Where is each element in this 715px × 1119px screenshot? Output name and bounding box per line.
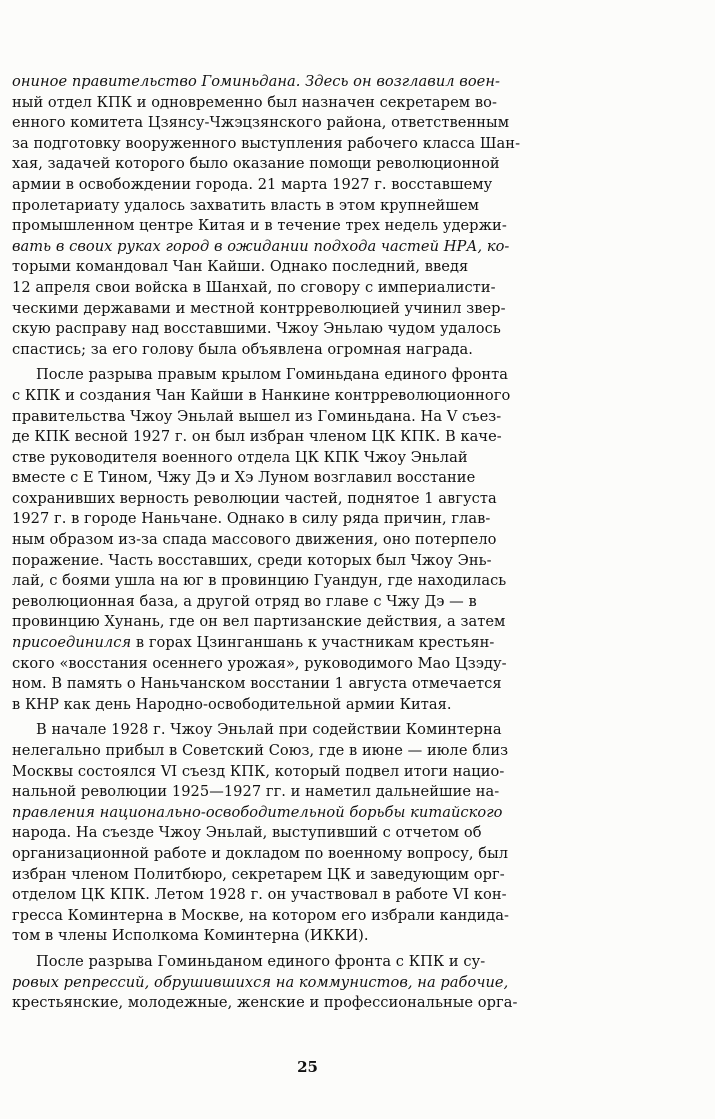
text-run: гресса Коминтерна в Москве, на котором его избрали кандида- <box>12 906 509 924</box>
text-line <box>12 175 618 196</box>
text-run: революционная база, а другой отряд во главе с Чжу Дэ — в <box>12 592 477 610</box>
text-line <box>12 695 618 716</box>
text-line <box>12 592 618 613</box>
text-run: После разрыва правым крылом Гоминьдана единого фронта <box>36 366 509 384</box>
text-line <box>12 823 618 844</box>
text-line <box>12 720 618 741</box>
page-number: 25 <box>297 1058 318 1076</box>
text-line <box>12 340 618 361</box>
text-line <box>12 551 618 572</box>
text-run: промышленном центре Китая и в течение трех недель удержи- <box>12 217 507 235</box>
italic-text-run: вать в своих руках город в ожидании подхода частей НРА, ко- <box>12 237 510 255</box>
text-run: народа. На съезде Чжоу Эньлай, выступивший с отчетом об <box>12 824 482 842</box>
text-line <box>12 468 618 489</box>
text-run: избран членом Политбюро, секретарем ЦК и заведующим орг- <box>12 865 505 883</box>
paragraph <box>12 365 618 715</box>
text-run: ным образом из-за спада массового движения, оно потерпело <box>12 531 497 549</box>
text-run: 12 апреля свои войска в Шанхай, по сговору с империалисти- <box>12 278 496 296</box>
text-run: лай, с боями ушла на юг в провинцию Гуандун, где находилась <box>12 572 507 590</box>
text-line <box>12 865 618 886</box>
paragraph <box>12 72 618 360</box>
text-line <box>12 427 618 448</box>
text-line <box>12 448 618 469</box>
text-line <box>12 257 618 278</box>
text-run: торыми командовал Чан Кайши. Однако последний, введя <box>12 258 469 276</box>
text-run: ческими державами и местной контрреволюцией учинил звер- <box>12 299 506 317</box>
text-run: ном. В память о Наньчанском восстании 1 августа отмечается <box>12 675 502 693</box>
text-line <box>12 113 618 134</box>
paragraph <box>12 952 618 1014</box>
text-run: с КПК и создания Чан Кайши в Нанкине контрреволюционного <box>12 386 511 404</box>
text-line <box>12 530 618 551</box>
text-run: В начале 1928 г. Чжоу Эньлай при содействии Коминтерна <box>36 721 502 739</box>
text-run: нелегально прибыл в Советский Союз, где в июне — июле близ <box>12 742 509 759</box>
text-line <box>12 489 618 510</box>
text-line <box>12 299 618 320</box>
text-run: енного комитета Цзянсу-Чжэцзянского района, ответственным <box>12 114 510 132</box>
text-line <box>12 803 618 824</box>
text-line <box>12 654 618 675</box>
italic-text-run: ровых репрессий, обрушившихся на коммунистов, на рабочие, <box>12 973 509 991</box>
text-line <box>12 365 618 386</box>
text-run: в КНР как день Народно-освободительной армии Китая. <box>12 695 452 713</box>
text-line <box>12 216 618 237</box>
text-line <box>12 741 618 762</box>
text-run: крестьянские, молодежные, женские и профессиональные орга- <box>12 994 518 1012</box>
text-line <box>12 319 618 340</box>
text-run: за подготовку вооруженного выступления рабочего класса Шан- <box>12 134 521 152</box>
italic-text-run: присоединился <box>12 634 132 652</box>
paragraph <box>12 720 618 947</box>
text-line <box>12 196 618 217</box>
text-run: в горах Цзинганшань к участникам крестьян- <box>131 634 495 652</box>
text-line <box>12 633 618 654</box>
text-run: нальной революции 1925—1927 гг. и наметил дальнейшие на- <box>12 783 500 801</box>
text-line <box>12 237 618 258</box>
body-text <box>12 72 618 1014</box>
text-run: правительства Чжоу Эньлай вышел из Гоминьдана. На V съез- <box>12 407 502 425</box>
text-run: После разрыва Гоминьданом единого фронта с КПК и су- <box>36 952 486 970</box>
text-line <box>12 952 618 973</box>
text-run: пролетариату удалось захватить власть в этом крупнейшем <box>12 196 480 214</box>
text-line <box>12 93 618 114</box>
text-line <box>12 407 618 428</box>
text-line <box>12 134 618 155</box>
text-run: сохранивших верность революции частей, поднятое 1 августа <box>12 489 497 507</box>
text-run: ный отдел КПК и одновременно был назначен секретарем во- <box>12 93 497 111</box>
text-run: де КПК весной 1927 г. он был избран членом ЦК КПК. В каче- <box>12 428 502 446</box>
text-run: провинцию Хунань, где он вел партизанские действия, а затем <box>12 613 506 631</box>
text-line <box>12 926 618 947</box>
text-run: ского «восстания осеннего урожая», руководимого Мао Цзэду- <box>12 654 507 672</box>
text-line <box>12 844 618 865</box>
text-line <box>12 674 618 695</box>
text-run: скую расправу над восставшими. Чжоу Эньлаю чудом удалось <box>12 320 501 338</box>
text-line <box>12 386 618 407</box>
text-line <box>12 72 618 93</box>
text-line <box>12 906 618 927</box>
italic-text-run: правления национально-освободительной борьбы китайского <box>12 803 503 821</box>
text-run: организационной работе и докладом по военному вопросу, был <box>12 844 509 862</box>
text-line <box>12 973 618 994</box>
text-line <box>12 885 618 906</box>
text-run: 1927 г. в городе Наньчане. Однако в силу ряда причин, глав- <box>12 510 491 528</box>
text-run: стве руководителя военного отдела ЦК КПК Чжоу Эньлай <box>12 448 468 466</box>
text-run: спастись; за его голову была объявлена огромная награда. <box>12 340 473 358</box>
text-run: том в члены Исполкома Коминтерна (ИККИ). <box>12 927 369 945</box>
text-line <box>12 509 618 530</box>
text-line <box>12 993 618 1014</box>
text-run: отделом ЦК КПК. Летом 1928 г. он участвовал в работе VI кон- <box>12 886 507 904</box>
text-line <box>12 612 618 633</box>
text-run: Москвы состоялся VI съезд КПК, который подвел итоги нацио- <box>12 762 505 780</box>
text-line <box>12 762 618 783</box>
text-run: поражение. Часть восставших, среди которых был Чжоу Энь- <box>12 551 492 569</box>
text-run: хая, задачей которого было оказание помощи революционной <box>12 155 500 173</box>
text-line <box>12 278 618 299</box>
text-line <box>12 782 618 803</box>
text-run: вместе с Е Тином, Чжу Дэ и Хэ Луном возглавил восстание <box>12 469 476 487</box>
text-run: армии в освобождении города. 21 марта 1927 г. восставшему <box>12 175 493 193</box>
italic-text-run: ониное правительство Гоминьдана. Здесь он возглавил воен- <box>12 73 501 90</box>
text-line <box>12 571 618 592</box>
text-line <box>12 154 618 175</box>
